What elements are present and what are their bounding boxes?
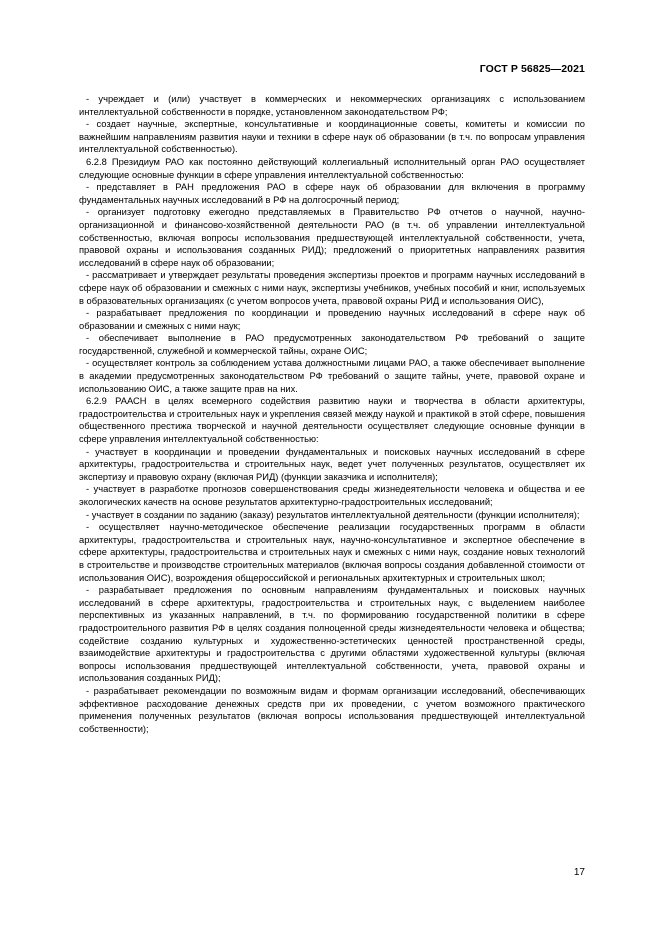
list-item: - разрабатывает предложения по основным направлениям фундаментальных и поисковых научных исследований в сфере архитектуры, градостроительства и строительных наук, с выделением наиболее перспективных из указанных направлений, в т.ч. по формированию государственной политики в сфере градостроительного развития РФ в целях создания полноценной среды жизнедеятельности человека и общества; содействие созданию культурных и художественно-эстетических ценностей пространственной среды, взаимодействие архитектуры и градостроительства с другими областями художественной культуры (включая вопросы использования предшествующей интеллектуальной собственности, учета, правовой охраны и использования созданных РИД);: [79, 585, 585, 684]
document-code: ГОСТ Р 56825—2021: [479, 63, 585, 75]
list-item: - разрабатывает рекомендации по возможным видам и формам организации исследований, обеспечивающих эффективное расходование денежных средств при их проведении, с учетом возможного практического применения полученных результатов (включая вопросы использования предшествующей интеллектуальной собственности);: [79, 685, 585, 734]
section-paragraph-6-2-8: 6.2.8 Президиум РАО как постоянно действующий коллегиальный исполнительный орган РАО осуществляет следующие основные функции в сфере управления интеллектуальной собственностью:: [79, 156, 585, 180]
list-item: - создает научные, экспертные, консультативные и координационные советы, комитеты и комиссии по важнейшим направлениям развития науки и техники в сфере наук об образовании (в т.ч. по вопросам управления интеллектуальной собственностью).: [79, 119, 585, 155]
list-item: - участвует в создании по заданию (заказу) результатов интеллектуальной деятельности (функции исполнителя);: [86, 509, 580, 520]
list-item: - участвует в разработке прогнозов совершенствования среды жизнедеятельности человека и общества и ее экологических качеств на основе результатов архитектурно-градостроительных исследований;: [79, 484, 585, 507]
list-item: - участвует в координации и проведении фундаментальных и поисковых научных исследований в сфере архитектуры, градостроительства и строительных наук, ведет учет полученных результатов, осуществляет их экспертизу и правовую охрану (включая РИД) (функции заказчика и исполнителя);: [79, 446, 585, 482]
list-item: - рассматривает и утверждает результаты проведения экспертизы проектов и программ научных исследований в сфере наук об образовании и смежных с ними наук, экспертизы учебников, учебных пособий и книг, используемых в образовательных организациях (с учетом вопросов учета, правовой охраны РИД и использования ОИС),: [79, 270, 585, 306]
list-item: - обеспечивает выполнение в РАО предусмотренных законодательством РФ требований о защите государственной, служебной и коммерческой тайны, охране ОИС;: [79, 333, 585, 356]
list-item: - учреждает и (или) участвует в коммерческих и некоммерческих организациях с использованием интеллектуальной собственности в порядке, установленном законодательством РФ;: [79, 94, 585, 117]
document-body: [79, 93, 585, 735]
list-item: - разрабатывает предложения по координации и проведению научных исследований в сфере наук об образовании и смежных с ними наук;: [79, 308, 585, 331]
list-item: - организует подготовку ежегодно представляемых в Правительство РФ отчетов о научной, научно-организационной и финансово-хозяйственной деятельности РАО (в т.ч. об управлении интеллектуальной собственностью, включая вопросы использования предшествующей интеллектуальной собственности, учета, правовой охраны и использования созданных РИД); предложений о приоритетных направлениях развития исследований в сфере наук об образовании;: [79, 207, 585, 268]
page-number: 17: [573, 867, 585, 878]
list-item: - представляет в РАН предложения РАО в сфере наук об образовании для включения в программу фундаментальных научных исследований в РФ на долгосрочный период;: [79, 182, 585, 205]
list-item: - осуществляет научно-методическое обеспечение реализации государственных программ в области архитектуры, градостроительства и строительных наук, научно-консультативное и экспертное обеспечение в сфере архитектуры, градостроительства и строительных наук и смежных с ними наук, создание новых технологий в строительстве и производстве строительных материалов (включая вопросы создания добавленной стоимости от использования ОИС), возрождения общероссийской и региональных архитектурных и строительных школ;: [79, 522, 585, 583]
section-paragraph-6-2-9: 6.2.9 РААСН в целях всемерного содействия развитию науки и творчества в области архитектуры, градостроительства и строительных наук и укрепления связей между наукой и практикой в этой сфере, повышения общественного престижа творческой и научной деятельности осуществляет следующие основные функции в сфере управления интеллектуальной собственностью:: [79, 396, 585, 445]
list-item: - осуществляет контроль за соблюдением устава должностными лицами РАО, а также обеспечивает выполнение в академии предусмотренных законодательством РФ требований о защите тайны, учете, правовой охране и использованию ОИС, а также защите прав на них.: [79, 358, 585, 394]
